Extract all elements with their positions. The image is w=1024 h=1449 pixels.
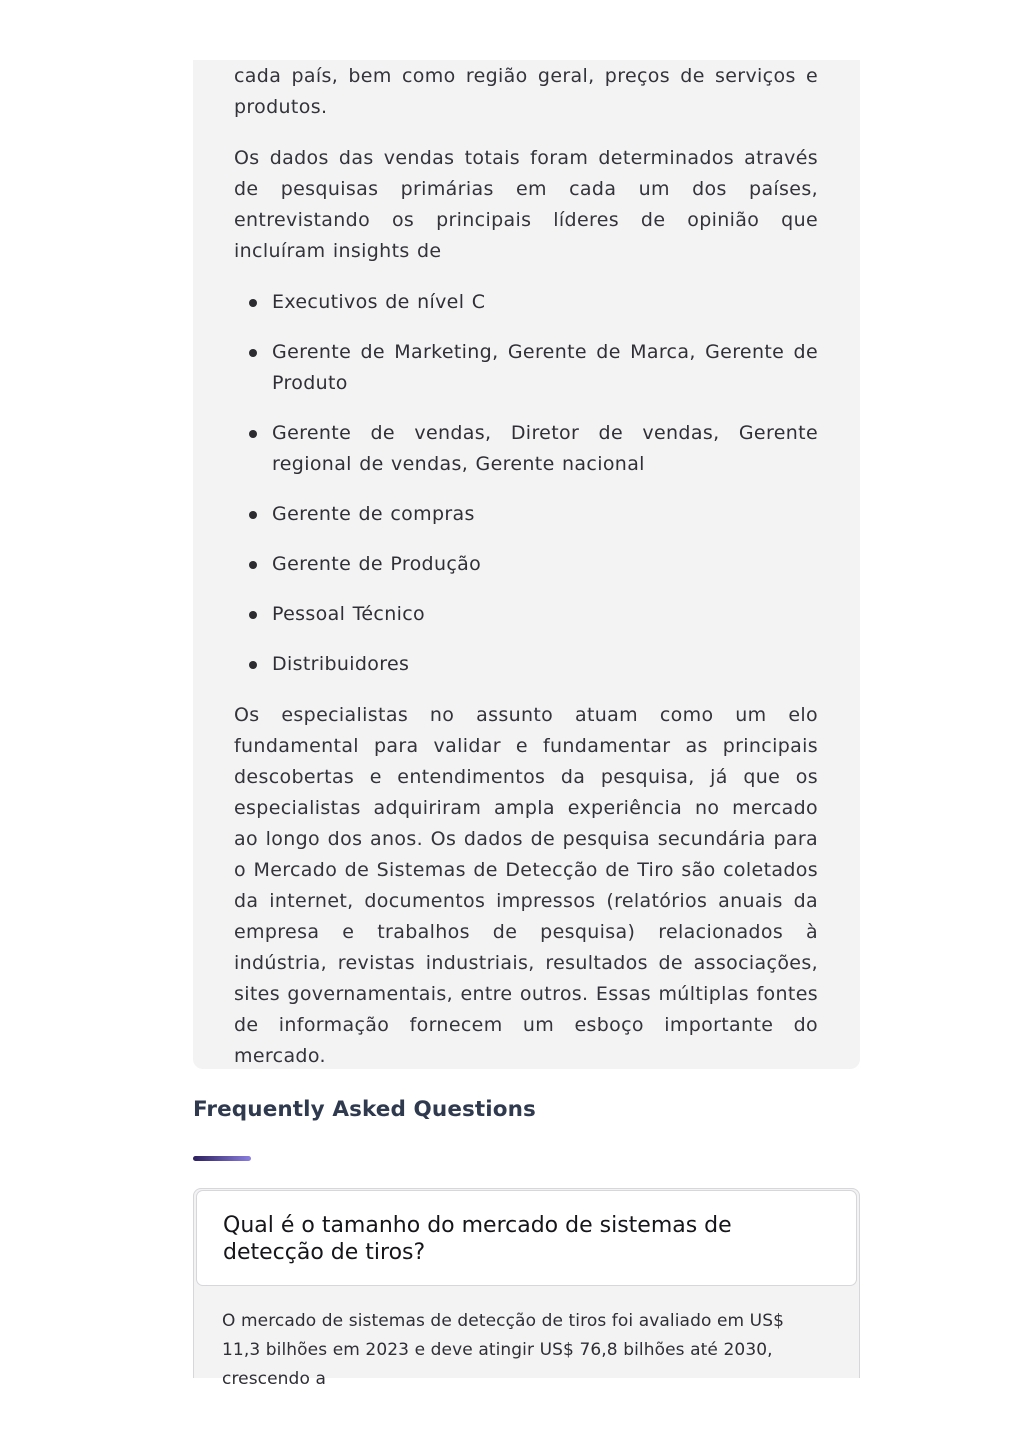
methodology-card [193, 60, 860, 1069]
bullet-icon [249, 611, 257, 619]
list-item [234, 599, 818, 630]
bullet-icon [249, 349, 257, 357]
heading-accent-bar [193, 1156, 251, 1161]
list-item-label: Executivos de nível C [272, 291, 486, 313]
bullet-icon [249, 661, 257, 669]
faq-answer: O mercado de sistemas de detecção de tiros foi avaliado em US$ 11,3 bilhões em 2023 e deve atingir US$ 76,8 bilhões até 2030, crescendo a [222, 1311, 785, 1389]
list-item-label: Pessoal Técnico [272, 603, 426, 625]
bullet-icon [249, 430, 257, 438]
faq-item [193, 1188, 860, 1389]
bullet-icon [249, 299, 257, 307]
sales-data-paragraph: Os dados das vendas totais foram determinados através de pesquisas primárias em cada um dos países, entrevistando os principais líderes de opinião que incluíram insights de [234, 147, 818, 262]
list-item [234, 418, 818, 480]
intro-paragraph: cada país, bem como região geral, preços de serviços e produtos. [234, 65, 818, 118]
bullet-icon [249, 561, 257, 569]
respondents-list [234, 287, 818, 680]
list-item [234, 499, 818, 530]
experts-paragraph: Os especialistas no assunto atuam como um elo fundamental para validar e fundamentar as principais descobertas e entendimentos da pesquisa, já que os especialistas adquiriram ampla experiência no mercado ao longo dos anos. Os dados de pesquisa secundária para o Mercado de Sistemas de Detecção de Tiro são coletados da internet, documentos impressos (relatórios anuais da empresa e trabalhos de pesquisa) relacionados à indústria, revistas industriais, resultados de associações, sites governamentais, entre outros. Essas múltiplas fontes de informação fornecem um esboço importante do mercado. [234, 704, 818, 1067]
list-item [234, 549, 818, 580]
list-item-label: Gerente de compras [272, 503, 475, 525]
list-item-label: Gerente de Marketing, Gerente de Marca, Gerente de Produto [272, 341, 818, 394]
list-item-label: Gerente de Produção [272, 553, 482, 575]
methodology-content [234, 60, 818, 1072]
list-item [234, 287, 818, 318]
list-item [234, 337, 818, 399]
bullet-icon [249, 511, 257, 519]
faq-heading: Frequently Asked Questions [193, 1097, 536, 1122]
faq-question-toggle[interactable]: Qual é o tamanho do mercado de sistemas de detecção de tiros? [196, 1190, 857, 1286]
list-item [234, 649, 818, 680]
list-item-label: Gerente de vendas, Diretor de vendas, Gerente regional de vendas, Gerente nacional [272, 422, 818, 475]
list-item-label: Distribuidores [272, 653, 410, 675]
